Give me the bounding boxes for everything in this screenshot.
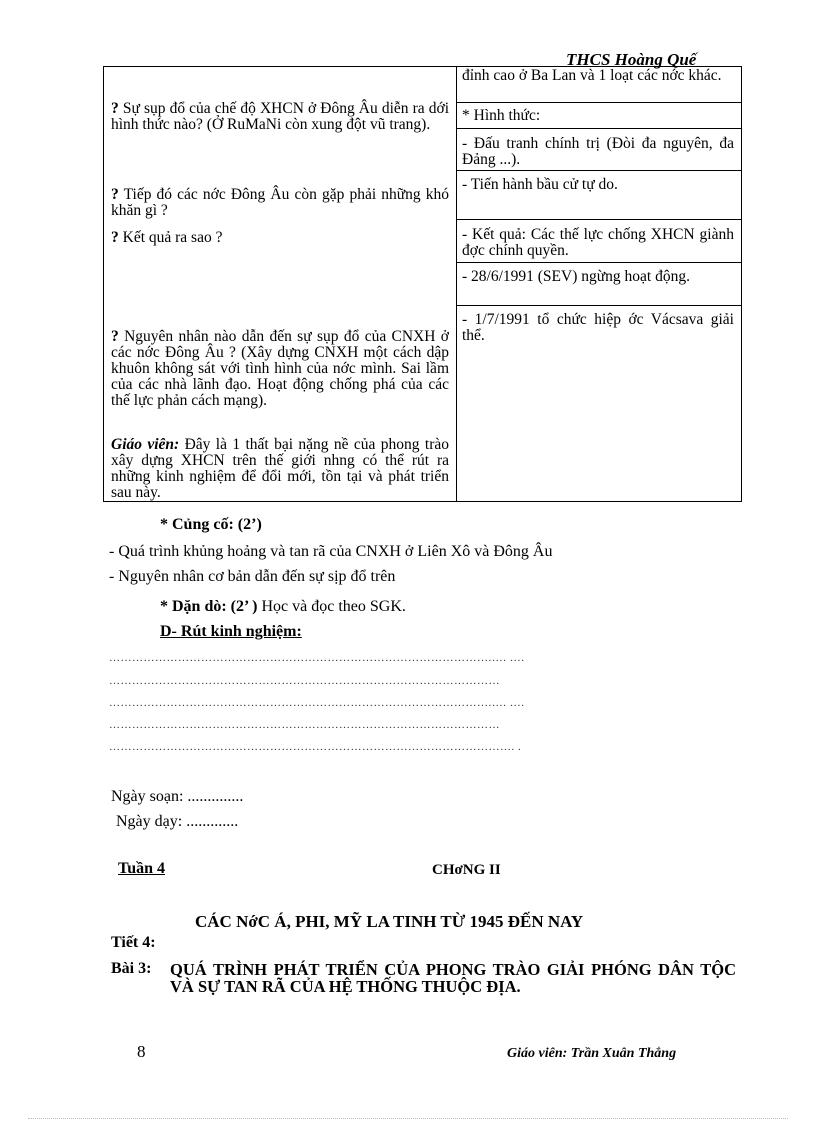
dotted-line: …………………………………………………………………………………………: [109, 719, 500, 731]
answer-1: đỉnh cao ở Ba Lan và 1 loạt các nớc khác.: [462, 67, 722, 84]
divider: [457, 219, 741, 220]
lesson-title-line1: QUÁ TRÌNH PHÁT TRIỂN CỦA PHONG TRÀO GIẢI PHÓNG DÂN TỘC VÀ SỰ TAN RÃ CỦA HỆ THỐNG THUỘC ĐỊA.: [170, 960, 736, 996]
school-name: THCS Hoàng Quế: [566, 50, 697, 69]
dotted-line: ……………………………………………………………………………………………. .: [109, 741, 522, 753]
chapter: CHơNG II: [432, 862, 501, 878]
divider: [457, 102, 741, 103]
answers-column: [457, 67, 742, 502]
questions-column: [104, 67, 457, 502]
teacher-note: Giáo viên: Đây là 1 thất bại nặng nề của phong trào xây dựng XHCN trên thế giới nhng có thể rút ra những kinh nghiệm để đổi mới, tồn tại và phát triển sau này.: [111, 436, 449, 501]
taught-date: Ngày dạy: .............: [116, 813, 239, 830]
dotted-line: ……………………………………………………………………………………….…. ….: [109, 697, 525, 709]
chapter-title: CÁC NớC Á, PHI, MỸ LA TINH TỪ 1945 ĐẾN NAY: [195, 912, 584, 931]
review-title: * Củng cố: (2’): [160, 516, 262, 533]
divider: [457, 262, 741, 263]
dotted-line: …………………………………………………………………………………………: [109, 675, 500, 687]
answer-4: - Tiến hành bầu cử tự do.: [462, 176, 618, 193]
prepared-date: Ngày soạn: ..............: [111, 788, 244, 805]
experience-title: D- Rút kinh nghiệm:: [160, 623, 302, 640]
answer-6: - 28/6/1991 (SEV) ngừng hoạt động.: [462, 268, 690, 285]
footer-teacher: Giáo viên: Trần Xuân Thắng: [507, 1046, 677, 1061]
week: Tuần 4: [118, 860, 165, 877]
review-item: - Quá trình khủng hoảng và tan rã của CNXH ở Liên Xô và Đông Âu: [109, 543, 553, 560]
answer-3: - Đấu tranh chính trị (Đòi đa nguyên, đa Đảng ...).: [462, 135, 734, 168]
question-2: ? Tiếp đó các nớc Đông Âu còn gặp phải những khó khăn gì ?: [111, 186, 449, 219]
question-4: ? Nguyên nhân nào dẫn đến sự sụp đổ của CNXH ở các nớc Đông Âu ? (Xây dựng CNXH một cách dập khuôn không sát với tình hình của nớc mình. Sai lầm của các nhà lãnh đạo. Hoạt động chống phá của các thế lực phản cách mạng).: [111, 328, 450, 409]
question-1: ? Sự sụp đổ của chế độ XHCN ở Đông Âu diễn ra dới hình thức nào? (Ở RuMaNi còn xung đột vũ trang).: [111, 100, 449, 133]
question-3: ? Kết quả ra sao ?: [111, 229, 223, 246]
divider: [457, 128, 741, 129]
divider: [457, 305, 741, 306]
lesson-table: [103, 66, 742, 502]
review-item: - Nguyên nhân cơ bản dẫn đến sự sịp đổ trên: [109, 568, 396, 585]
page-bottom-rule: [28, 1118, 788, 1119]
lesson-period: Tiết 4:: [111, 934, 156, 951]
page-number: 8: [137, 1042, 146, 1061]
divider: [457, 170, 741, 171]
answer-2: * Hình thức:: [462, 107, 541, 124]
answer-7: - 1/7/1991 tổ chức hiệp ớc Vácsava giải thể.: [462, 311, 734, 344]
homework: * Dặn dò: (2’ ) Học và đọc theo SGK.: [160, 598, 406, 615]
answer-5: - Kết quả: Các thế lực chống XHCN giành đợc chính quyền.: [462, 226, 734, 259]
lesson-label: Bài 3:: [111, 960, 152, 977]
dotted-line: ……………………………………………………………………………………….…. ….: [109, 652, 525, 664]
